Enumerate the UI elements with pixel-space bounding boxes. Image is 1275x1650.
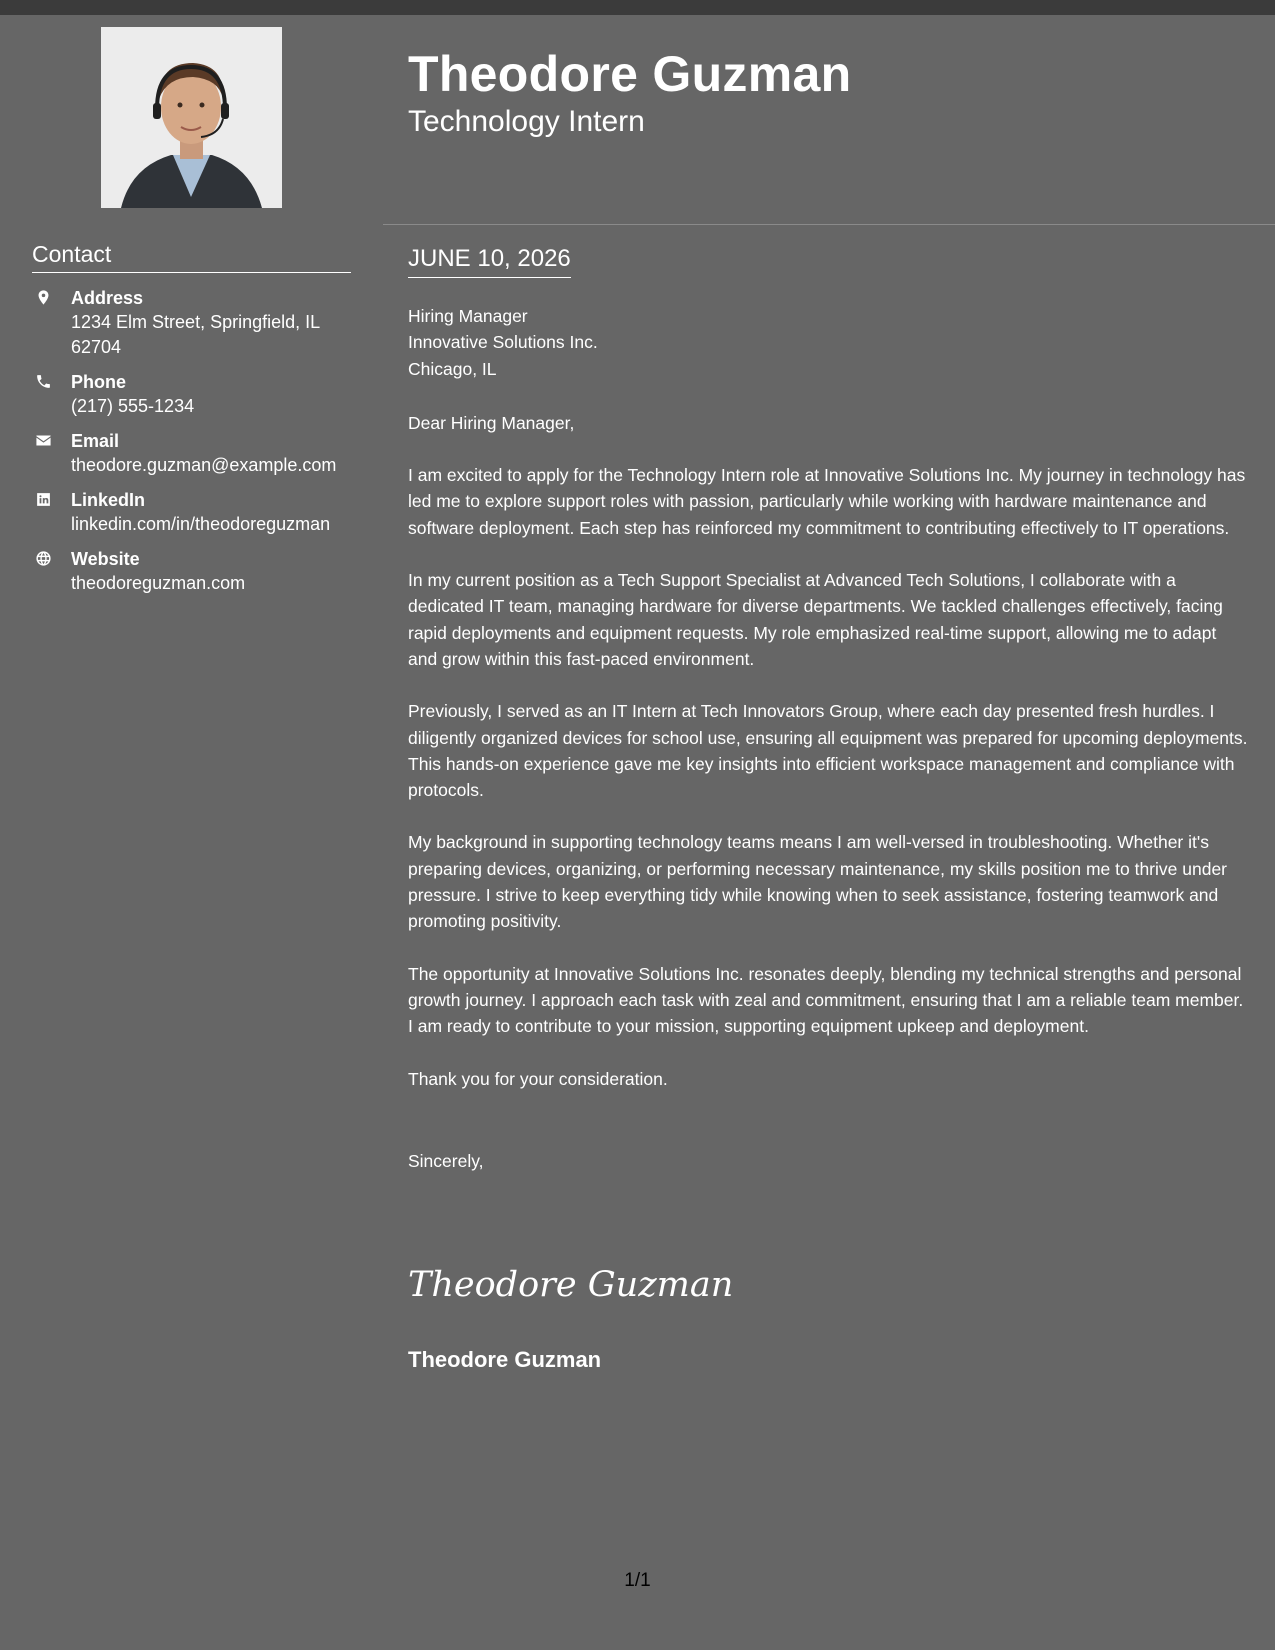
paragraph: Previously, I served as an IT Intern at Tech Innovators Group, where each day presented fresh hurdles. I diligently organized devices for school use, ensuring all equipment was prepared for upcoming deployments. This hands-on experience gave me key insights into efficient workspace management and compliance with protocols. bbox=[408, 701, 1248, 801]
signer-name: Theodore Guzman bbox=[408, 1347, 602, 1372]
thanks-line: Thank you for your consideration. bbox=[408, 1068, 668, 1089]
contact-item-linkedin bbox=[32, 488, 362, 537]
address-value: 1234 Elm Street, Springfield, IL 62704 bbox=[71, 312, 320, 357]
contact-label: Website bbox=[71, 549, 140, 569]
contact-heading: Contact bbox=[32, 241, 351, 273]
linkedin-icon bbox=[35, 490, 52, 508]
globe-icon bbox=[35, 549, 52, 567]
contact-label: Address bbox=[71, 288, 144, 308]
contact-item-website bbox=[32, 547, 362, 596]
contact-item-phone bbox=[32, 370, 362, 419]
letter-date: JUNE 10, 2026 bbox=[408, 244, 571, 278]
header-divider bbox=[383, 224, 1275, 225]
profile-photo bbox=[101, 27, 282, 208]
linkedin-value[interactable]: linkedin.com/in/theodoreguzman bbox=[71, 514, 331, 534]
contact-item-address bbox=[32, 286, 362, 360]
website-value[interactable]: theodoreguzman.com bbox=[71, 573, 246, 593]
avatar bbox=[101, 27, 282, 208]
paragraph: I am excited to apply for the Technology Intern role at Innovative Solutions Inc. My journey in technology has led me to explore support roles with passion, particularly while working with hardware maintenance and software deployment. Each step has reinforced my commitment to contributing effectively to IT operations. bbox=[408, 465, 1246, 538]
handwritten-signature bbox=[406, 1258, 734, 1310]
signature-text: Theodore Guzman bbox=[408, 1265, 734, 1305]
contact-list bbox=[32, 286, 362, 606]
contact-label: Phone bbox=[71, 372, 127, 392]
top-bar bbox=[0, 0, 1275, 15]
letter-body bbox=[408, 303, 1248, 1174]
map-pin-icon bbox=[35, 288, 52, 306]
paragraph: The opportunity at Innovative Solutions Inc. resonates deeply, blending my technical strengths and personal growth journey. I approach each task with zeal and commitment, ensuring that I am a reliable team member. I am ready to contribute to your mission, supporting equipment upkeep and deployment. bbox=[408, 963, 1244, 1037]
paragraph: My background in supporting technology teams means I am well-versed in troubleshooting. Whether it's preparing devices, organizing, or performing necessary maintenance, my skills position me to thrive under pressure. I strive to keep everything tidy while knowing when to seek assistance, fostering teamwork and promoting positivity. bbox=[408, 832, 1228, 932]
email-value[interactable]: theodore.guzman@example.com bbox=[71, 455, 337, 475]
envelope-icon bbox=[35, 431, 52, 449]
phone-icon bbox=[35, 372, 52, 390]
recipient-block bbox=[408, 303, 1248, 382]
contact-item-email bbox=[32, 429, 362, 478]
paragraph: In my current position as a Tech Support Specialist at Advanced Tech Solutions, I collaborate with a dedicated IT team, managing hardware for diverse departments. We tackled challenges effectively, facing rapid deployments and equipment requests. My role emphasized real-time support, allowing me to adapt and grow within this fast-paced environment. bbox=[408, 570, 1223, 669]
recipient-line: Innovative Solutions Inc. bbox=[408, 332, 598, 353]
candidate-name: Theodore Guzman bbox=[408, 46, 852, 102]
contact-label: Email bbox=[71, 431, 120, 451]
phone-value: (217) 555-1234 bbox=[71, 396, 195, 416]
page-number: 1/1 bbox=[624, 1570, 651, 1591]
contact-label: LinkedIn bbox=[71, 490, 146, 510]
candidate-title: Technology Intern bbox=[408, 105, 645, 138]
closing-line: Sincerely, bbox=[408, 1150, 484, 1171]
recipient-line: Hiring Manager bbox=[408, 306, 528, 326]
salutation: Dear Hiring Manager, bbox=[408, 412, 575, 433]
recipient-line: Chicago, IL bbox=[408, 358, 497, 379]
